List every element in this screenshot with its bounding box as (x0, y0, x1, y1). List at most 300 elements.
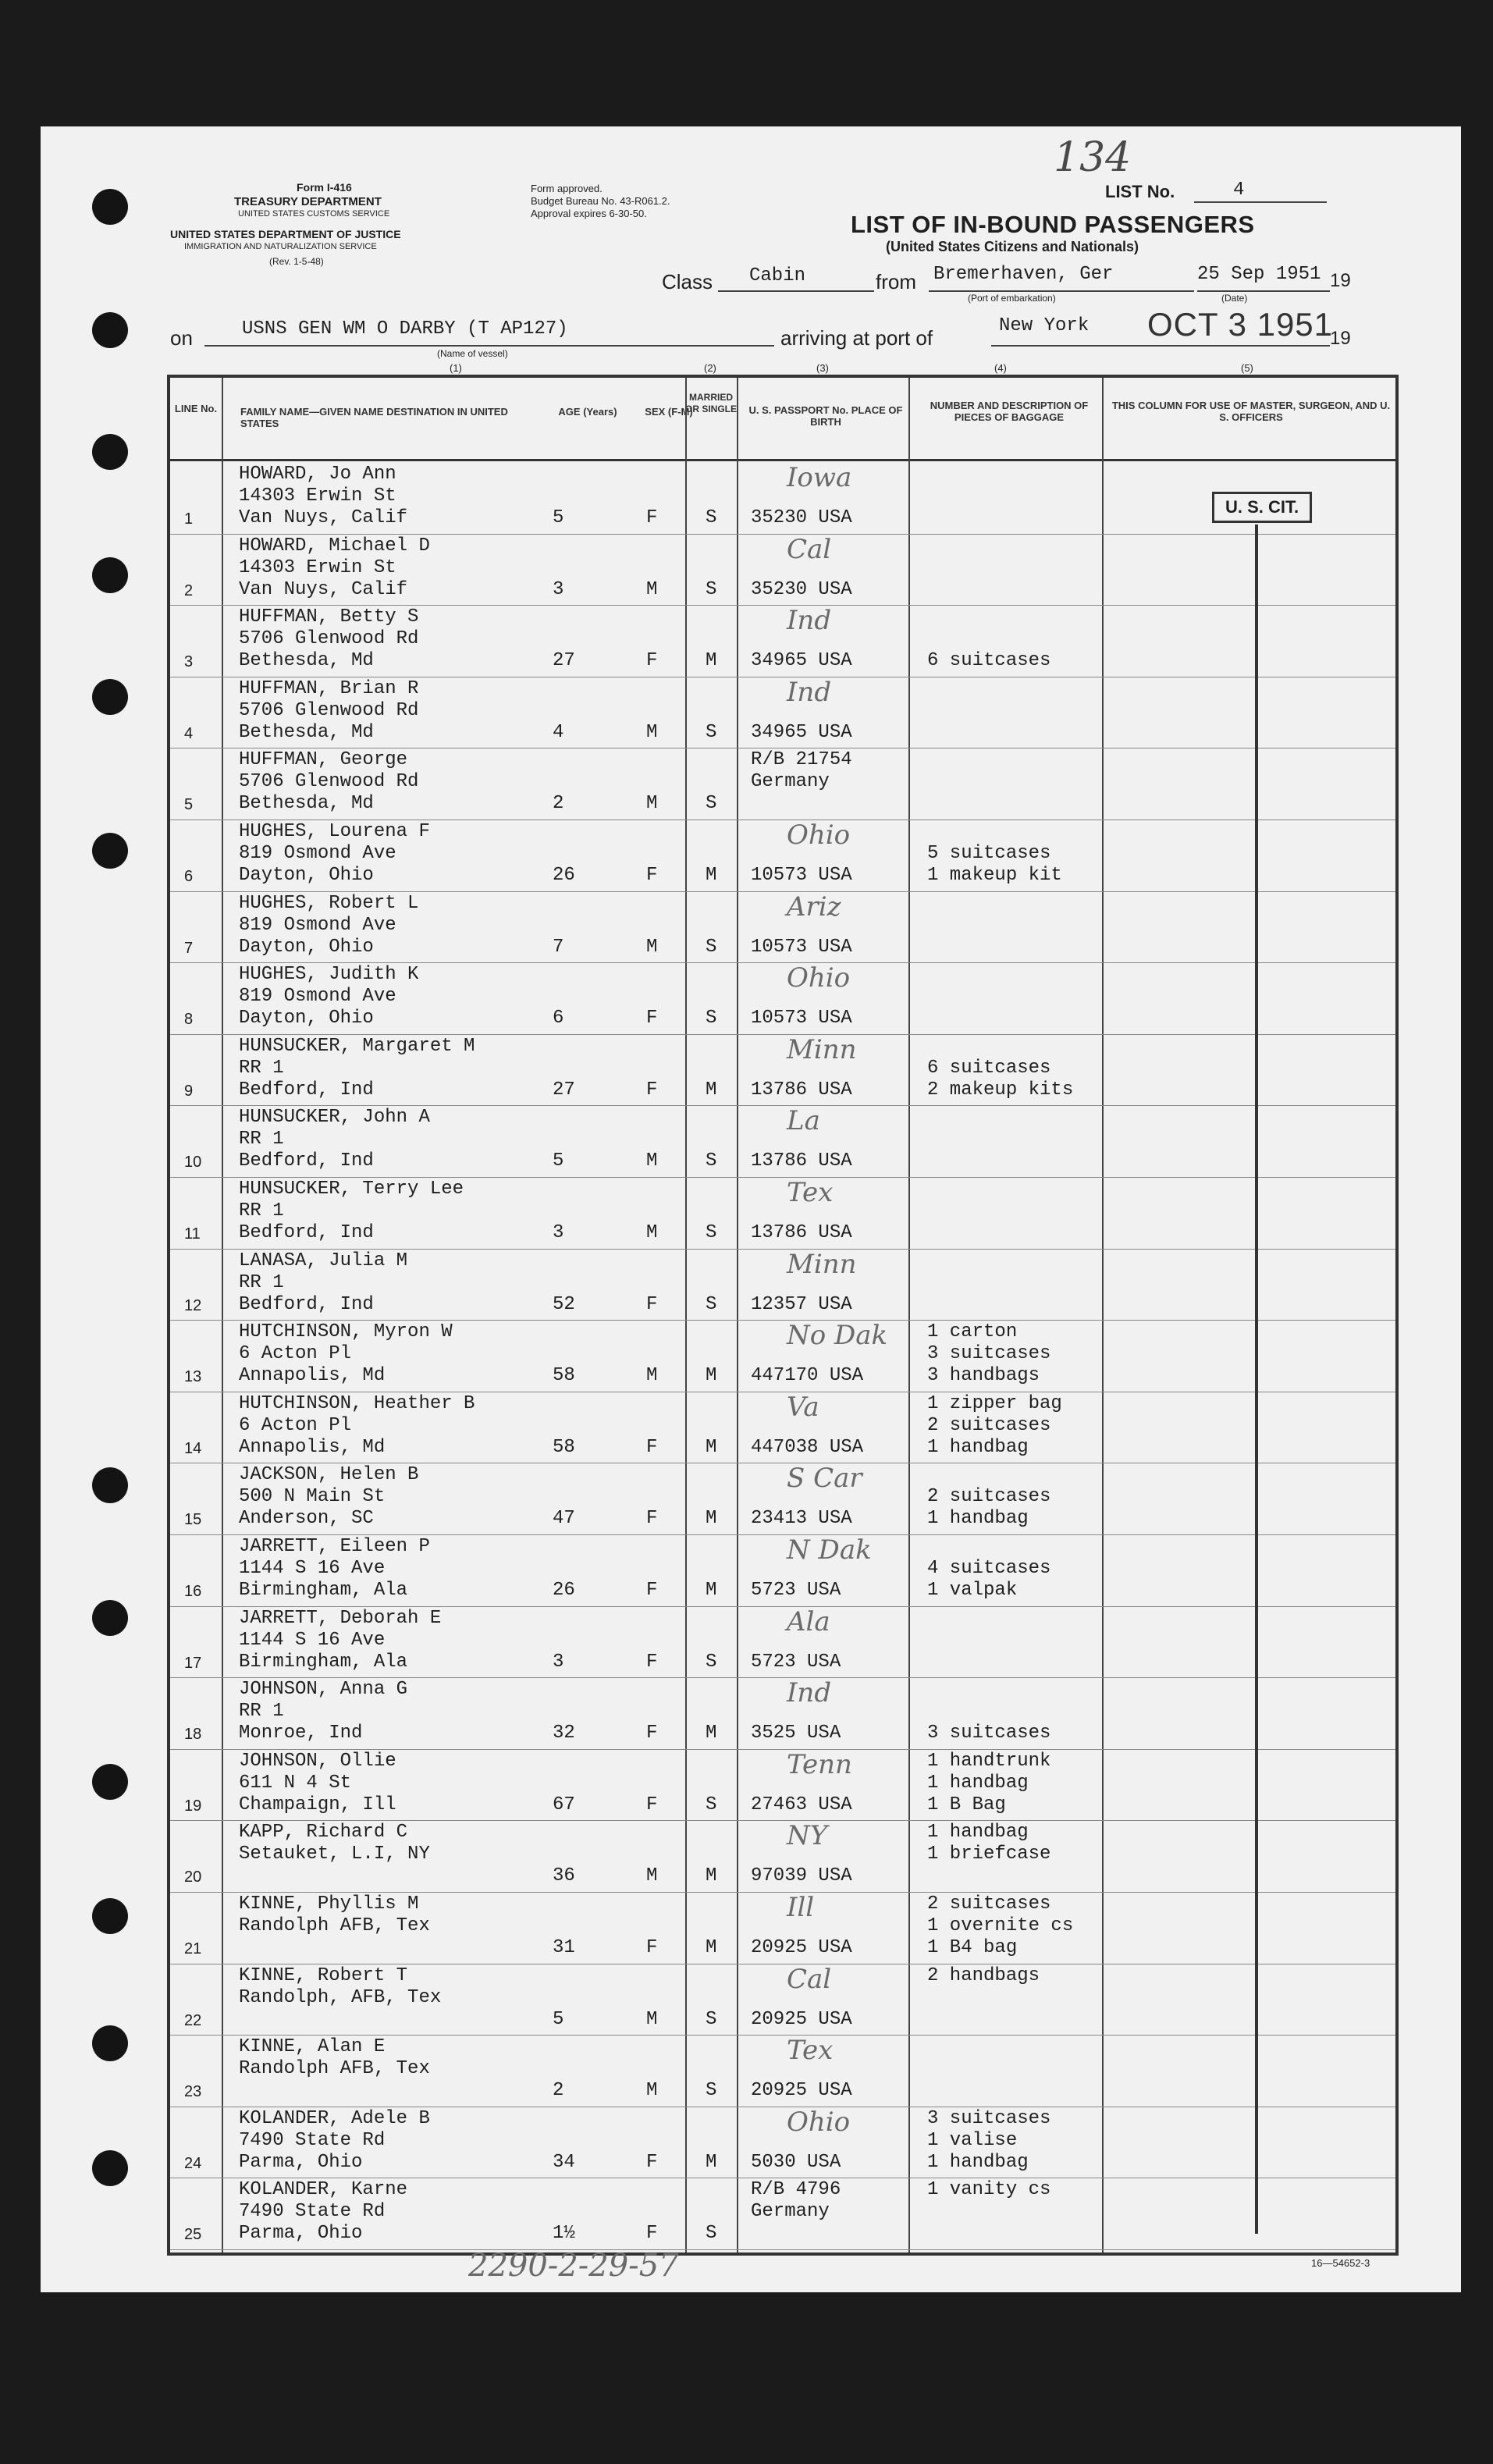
baggage-3: 6 suitcases (927, 650, 1051, 672)
passport-number: 35230 USA (751, 578, 852, 600)
passenger-city: Monroe, Ind (239, 1723, 363, 1744)
baggage-3: 2 makeup kits (927, 1079, 1074, 1100)
col-ref-3: (3) (816, 362, 829, 374)
passenger-city: Dayton, Ohio (239, 865, 374, 886)
marital-status: M (706, 1436, 717, 1458)
handwritten-birth-state: Ind (787, 605, 832, 637)
header-line: LINE No. (174, 403, 218, 414)
passenger-name: HUTCHINSON, Myron W (239, 1321, 453, 1343)
passenger-name: KOLANDER, Karne (239, 2179, 408, 2201)
approval-line: Form approved. (531, 183, 603, 194)
passenger-city: Bethesda, Md (239, 721, 374, 743)
passenger-address: 819 Osmond Ave (239, 914, 396, 936)
col-ref-5: (5) (1241, 362, 1253, 374)
passport-number: 97039 USA (751, 1865, 852, 1887)
handwritten-birth-state: N Dak (787, 1534, 872, 1566)
age: 5 (553, 2008, 564, 2030)
age: 2 (553, 793, 564, 815)
passenger-name: HUGHES, Robert L (239, 892, 419, 914)
age: 27 (553, 650, 575, 672)
sex: F (646, 1508, 658, 1530)
year-suffix: 19 (1330, 270, 1351, 291)
page-subtitle: (United States Citizens and Nationals) (886, 239, 1139, 254)
passport-number: 34965 USA (751, 721, 852, 743)
punch-hole (92, 679, 128, 715)
marital-status: S (706, 721, 717, 743)
passenger-city: Annapolis, Md (239, 1365, 386, 1387)
marital-status: S (706, 2008, 717, 2030)
approval-line: Approval expires 6-30-50. (531, 208, 647, 219)
age: 26 (553, 865, 575, 886)
passport-number: 5723 USA (751, 1580, 841, 1601)
baggage-2: 2 suitcases (927, 1486, 1051, 1508)
passenger-row (170, 605, 1395, 677)
passenger-name: HUNSUCKER, Terry Lee (239, 1179, 464, 1200)
baggage-2: 6 suitcases (927, 1057, 1051, 1079)
passenger-address: 14303 Erwin St (239, 556, 396, 578)
baggage-3: 3 suitcases (927, 1723, 1051, 1744)
passenger-row (170, 1749, 1395, 1821)
passenger-name: KAPP, Richard C (239, 1822, 408, 1844)
punch-hole (92, 2025, 128, 2061)
embarkation-port: Bremerhaven, Ger (933, 264, 1114, 285)
handwritten-birth-state: Ala (787, 1605, 830, 1637)
baggage-3: 1 valpak (927, 1580, 1018, 1601)
passenger-city: Parma, Ohio (239, 2151, 363, 2173)
baggage-2: 2 suitcases (927, 1414, 1051, 1436)
passenger-address: RR 1 (239, 1129, 284, 1150)
passenger-name: HUFFMAN, Betty S (239, 606, 419, 628)
baggage-2: 1 handbag (927, 1772, 1029, 1794)
punch-hole (92, 189, 128, 225)
marital-status: S (706, 1008, 717, 1029)
passenger-city: Champaign, Ill (239, 1794, 396, 1815)
passenger-row (170, 1034, 1395, 1106)
line-number: 18 (184, 1726, 202, 1744)
line-number: 1 (184, 510, 194, 528)
year-suffix: 19 (1330, 328, 1351, 349)
line-number: 10 (184, 1154, 202, 1172)
passenger-table (167, 375, 1399, 2256)
approval-line: Budget Bureau No. 43-R061.2. (531, 195, 670, 207)
class-value: Cabin (749, 265, 806, 286)
marital-status: S (706, 1293, 717, 1315)
passenger-address: Randolph AFB, Tex (239, 1915, 430, 1936)
line-number: 24 (184, 2154, 202, 2172)
passenger-address: 500 N Main St (239, 1486, 386, 1508)
age: 52 (553, 1293, 575, 1315)
passenger-name: KINNE, Alan E (239, 2036, 386, 2058)
passenger-row (170, 1392, 1395, 1463)
baggage-3: 1 B Bag (927, 1794, 1006, 1815)
marital-status: S (706, 793, 717, 815)
place-of-birth: Germany (751, 2201, 830, 2223)
passenger-city: Bethesda, Md (239, 793, 374, 815)
header-baggage: NUMBER AND DESCRIPTION OF PIECES OF BAGGAGE (930, 400, 1089, 423)
passport-number: 13786 USA (751, 1150, 852, 1172)
arriving-label: arriving at port of (780, 326, 933, 350)
class-label: Class (662, 270, 713, 293)
sex: M (646, 1222, 658, 1243)
marital-status: M (706, 2151, 717, 2173)
passenger-row (170, 1249, 1395, 1321)
marital-status: M (706, 1365, 717, 1387)
passport-number: 5030 USA (751, 2151, 841, 2173)
handwritten-page-number: 134 (1054, 134, 1132, 181)
age: 67 (553, 1794, 575, 1815)
line-number: 12 (184, 1296, 202, 1314)
age: 58 (553, 1436, 575, 1458)
age: 5 (553, 1150, 564, 1172)
line-number: 6 (184, 868, 194, 885)
baggage-3: 3 handbags (927, 1365, 1040, 1387)
marital-status: S (706, 507, 717, 528)
vessel-caption: (Name of vessel) (437, 348, 508, 359)
baggage-3: 1 handbag (927, 2151, 1029, 2173)
header-passport: U. S. PASSPORT No. PLACE OF BIRTH (748, 404, 903, 428)
passenger-city: Bedford, Ind (239, 1222, 374, 1243)
passport-number: 13786 USA (751, 1079, 852, 1100)
sex: M (646, 793, 658, 815)
handwritten-birth-state: Ind (787, 676, 832, 708)
passenger-address: 5706 Glenwood Rd (239, 628, 419, 650)
passport-number: 20925 USA (751, 2080, 852, 2102)
sex: M (646, 1365, 658, 1387)
passport-number: 10573 USA (751, 865, 852, 886)
handwritten-birth-state: Ill (787, 1892, 815, 1923)
passenger-city: Van Nuys, Calif (239, 578, 408, 600)
passenger-address: 6 Acton Pl (239, 1414, 352, 1436)
passenger-address: RR 1 (239, 1057, 284, 1079)
marital-status: S (706, 1651, 717, 1673)
line-number: 19 (184, 1797, 202, 1815)
vessel-name: USNS GEN WM O DARBY (T AP127) (242, 318, 568, 340)
punch-hole (92, 2150, 128, 2186)
sex: F (646, 650, 658, 672)
passport-number: 3525 USA (751, 1723, 841, 1744)
passenger-name: KOLANDER, Adele B (239, 2107, 430, 2129)
punch-hole (92, 1764, 128, 1800)
handwritten-birth-state: Ohio (787, 962, 851, 994)
age: 36 (553, 1865, 575, 1887)
passport-number: 35230 USA (751, 507, 852, 528)
passenger-name: HOWARD, Jo Ann (239, 464, 396, 485)
line-number: 15 (184, 1511, 202, 1529)
passenger-city: Dayton, Ohio (239, 1008, 374, 1029)
passenger-row (170, 677, 1395, 748)
passenger-row (170, 2107, 1395, 2178)
marital-status: M (706, 1723, 717, 1744)
punch-hole (92, 833, 128, 869)
handwritten-birth-state: La (787, 1105, 820, 1137)
punch-hole (92, 1467, 128, 1503)
passenger-name: JARRETT, Eileen P (239, 1536, 430, 1557)
marital-status: S (706, 936, 717, 958)
justice-dept: UNITED STATES DEPARTMENT OF JUSTICE (170, 228, 401, 240)
passenger-city: Van Nuys, Calif (239, 507, 408, 528)
passenger-address: 14303 Erwin St (239, 485, 396, 507)
passenger-city: Parma, Ohio (239, 2223, 363, 2245)
baggage-1: 1 vanity cs (927, 2179, 1051, 2201)
passenger-row (170, 1105, 1395, 1177)
punch-hole (92, 557, 128, 593)
punch-hole (92, 1600, 128, 1636)
line-number: 25 (184, 2226, 202, 2244)
line-number: 3 (184, 653, 194, 671)
marital-status: S (706, 2223, 717, 2245)
line-number: 21 (184, 1940, 202, 1957)
passenger-address: Randolph, AFB, Tex (239, 1986, 442, 2008)
form-number: Form I-416 (297, 181, 352, 194)
footer-code: 16—54652-3 (1311, 2257, 1370, 2269)
col-ref-4: (4) (994, 362, 1007, 374)
passport-number: 34965 USA (751, 650, 852, 672)
age: 5 (553, 507, 564, 528)
handwritten-birth-state: Ohio (787, 820, 851, 851)
handwritten-birth-state: Iowa (787, 462, 852, 493)
col-ref-1: (1) (450, 362, 462, 374)
passenger-name: JOHNSON, Anna G (239, 1679, 408, 1701)
passenger-name: HUTCHINSON, Heather B (239, 1392, 475, 1414)
arrival-date-stamp: OCT 3 1951 (1147, 306, 1334, 343)
baggage-3: 1 makeup kit (927, 865, 1062, 886)
passenger-address: 819 Osmond Ave (239, 843, 396, 864)
list-no-value: 4 (1233, 180, 1245, 201)
handwritten-birth-state: Tex (787, 1177, 834, 1208)
line-number: 7 (184, 939, 194, 957)
marital-status: M (706, 1580, 717, 1601)
sex: M (646, 2008, 658, 2030)
date-caption: (Date) (1221, 293, 1248, 304)
sex: F (646, 1079, 658, 1100)
header-officers: THIS COLUMN FOR USE OF MASTER, SURGEON, AND U. S. OFFICERS (1111, 400, 1391, 423)
marital-status: S (706, 1150, 717, 1172)
line-number: 22 (184, 2011, 202, 2029)
baggage-1: 2 handbags (927, 1964, 1040, 1986)
header-sex: SEX (F-M) (645, 406, 693, 418)
handwritten-birth-state: Minn (787, 1033, 857, 1065)
age: 34 (553, 2151, 575, 2173)
passenger-name: JOHNSON, Ollie (239, 1750, 396, 1772)
line-number: 2 (184, 581, 194, 599)
baggage-2: 4 suitcases (927, 1558, 1051, 1579)
handwritten-birth-state: Ind (787, 1677, 832, 1709)
handwritten-birth-state: Va (787, 1391, 819, 1423)
passenger-row (170, 891, 1395, 963)
passenger-row (170, 1177, 1395, 1249)
page-title: LIST OF IN-BOUND PASSENGERS (851, 211, 1255, 238)
citizen-bracket-line (1255, 524, 1258, 2234)
passenger-city: Bedford, Ind (239, 1293, 374, 1315)
passenger-address: Setauket, L.I, NY (239, 1844, 430, 1865)
list-no-label: LIST No. (1105, 182, 1175, 201)
baggage-1: 1 zipper bag (927, 1392, 1062, 1414)
age: 6 (553, 1008, 564, 1029)
us-cit-stamp: U. S. CIT. (1212, 492, 1312, 523)
passenger-address: 819 Osmond Ave (239, 986, 396, 1008)
marital-status: M (706, 865, 717, 886)
age: 47 (553, 1508, 575, 1530)
baggage-2: 1 overnite cs (927, 1915, 1074, 1936)
row-divider (170, 2249, 1395, 2250)
baggage-1: 1 handtrunk (927, 1750, 1051, 1772)
passenger-name: HOWARD, Michael D (239, 535, 430, 556)
customs-service: UNITED STATES CUSTOMS SERVICE (238, 209, 390, 219)
passenger-row (170, 1534, 1395, 1606)
age: 32 (553, 1723, 575, 1744)
passenger-address: RR 1 (239, 1200, 284, 1221)
passenger-city: Bedford, Ind (239, 1079, 374, 1100)
passport-number: 23413 USA (751, 1508, 852, 1530)
marital-status: M (706, 1865, 717, 1887)
baggage-3: 1 B4 bag (927, 1937, 1018, 1958)
passenger-name: HUGHES, Judith K (239, 964, 419, 986)
passport-number: 447170 USA (751, 1365, 864, 1387)
passenger-name: LANASA, Julia M (239, 1250, 408, 1271)
baggage-2: 3 suitcases (927, 1343, 1051, 1365)
sex: F (646, 1651, 658, 1673)
passenger-row (170, 1892, 1395, 1964)
passport-number: 20925 USA (751, 2008, 852, 2030)
passenger-row (170, 2035, 1395, 2107)
handwritten-birth-state: Cal (787, 1963, 832, 1995)
passport-number: R/B 21754 (751, 749, 852, 771)
embarkation-date: 25 Sep 1951 (1197, 264, 1321, 285)
passenger-name: JARRETT, Deborah E (239, 1607, 442, 1629)
baggage-1: 2 suitcases (927, 1893, 1051, 1915)
passenger-name: HUGHES, Lourena F (239, 821, 430, 842)
passport-number: R/B 4796 (751, 2179, 841, 2201)
sex: F (646, 1580, 658, 1601)
passenger-address: 7490 State Rd (239, 2201, 386, 2223)
sex: M (646, 721, 658, 743)
passenger-name: HUFFMAN, George (239, 749, 408, 771)
sex: F (646, 1293, 658, 1315)
table-header (170, 378, 1395, 461)
passenger-row (170, 1606, 1395, 1678)
line-number: 16 (184, 1583, 202, 1600)
marital-status: S (706, 578, 717, 600)
from-label: from (876, 270, 916, 293)
passenger-address: Randolph AFB, Tex (239, 2058, 430, 2080)
baggage-1: 1 handbag (927, 1822, 1029, 1844)
line-number: 23 (184, 2083, 202, 2101)
age: 4 (553, 721, 564, 743)
age: 31 (553, 1937, 575, 1958)
age: 58 (553, 1365, 575, 1387)
sex: F (646, 1436, 658, 1458)
line-number: 17 (184, 1654, 202, 1672)
handwritten-birth-state: NY (787, 1820, 828, 1852)
header-married: MARRIED OR SINGLE (685, 392, 738, 414)
passport-number: 12357 USA (751, 1293, 852, 1315)
age: 26 (553, 1580, 575, 1601)
revision: (Rev. 1-5-48) (269, 256, 324, 267)
passenger-name: HUFFMAN, Brian R (239, 677, 419, 699)
punch-hole (92, 312, 128, 348)
baggage-2: 1 briefcase (927, 1844, 1051, 1865)
handwritten-birth-state: Tex (787, 2035, 834, 2067)
passenger-address: 5706 Glenwood Rd (239, 771, 419, 793)
marital-status: M (706, 650, 717, 672)
passenger-city: Dayton, Ohio (239, 936, 374, 958)
sex: F (646, 2151, 658, 2173)
passenger-address: 1144 S 16 Ave (239, 1629, 386, 1651)
handwritten-birth-state: S Car (787, 1463, 862, 1495)
sex: M (646, 1865, 658, 1887)
marital-status: M (706, 1079, 717, 1100)
passenger-row (170, 962, 1395, 1034)
passenger-row (170, 1820, 1395, 1892)
age: 1½ (553, 2223, 575, 2245)
sex: M (646, 578, 658, 600)
baggage-1: 1 carton (927, 1321, 1018, 1343)
punch-hole (92, 1898, 128, 1934)
passenger-address: 1144 S 16 Ave (239, 1558, 386, 1579)
passenger-row (170, 820, 1395, 891)
port-embark-caption: (Port of embarkation) (968, 293, 1056, 304)
handwritten-birth-state: No Dak (787, 1320, 888, 1352)
age: 7 (553, 936, 564, 958)
age: 2 (553, 2080, 564, 2102)
passenger-row (170, 2178, 1395, 2249)
line-number: 20 (184, 1868, 202, 1886)
marital-status: M (706, 1937, 717, 1958)
sex: F (646, 507, 658, 528)
age: 3 (553, 1651, 564, 1673)
passenger-city: Anderson, SC (239, 1508, 374, 1530)
passport-number: 13786 USA (751, 1222, 852, 1243)
baggage-2: 5 suitcases (927, 843, 1051, 864)
passport-number: 10573 USA (751, 936, 852, 958)
passenger-row (170, 1964, 1395, 2036)
passenger-row (170, 534, 1395, 606)
passenger-address: 7490 State Rd (239, 2129, 386, 2151)
passport-number: 20925 USA (751, 1937, 852, 1958)
sex: M (646, 936, 658, 958)
handwritten-code: 2290-2-29-57 (468, 2248, 679, 2284)
age: 3 (553, 578, 564, 600)
sex: F (646, 2223, 658, 2245)
age: 27 (553, 1079, 575, 1100)
sex: F (646, 1723, 658, 1744)
handwritten-birth-state: Ariz (787, 891, 841, 923)
passenger-address: 611 N 4 St (239, 1772, 352, 1794)
handwritten-birth-state: Tenn (787, 1748, 852, 1780)
baggage-3: 1 handbag (927, 1508, 1029, 1530)
line-number: 8 (184, 1011, 194, 1029)
header-name: FAMILY NAME—GIVEN NAME DESTINATION IN UNITED STATES (240, 406, 508, 429)
handwritten-birth-state: Cal (787, 533, 832, 565)
passenger-address: 5706 Glenwood Rd (239, 699, 419, 721)
line-number: 5 (184, 796, 194, 814)
passenger-row (170, 1677, 1395, 1749)
arrival-port: New York (999, 315, 1090, 336)
marital-status: S (706, 1794, 717, 1815)
marital-status: S (706, 1222, 717, 1243)
passenger-row (170, 1320, 1395, 1392)
header-age: AGE (Years) (558, 406, 617, 418)
sex: F (646, 865, 658, 886)
passport-number: 27463 USA (751, 1794, 852, 1815)
line-number: 4 (184, 724, 194, 742)
passenger-name: HUNSUCKER, Margaret M (239, 1035, 475, 1057)
passenger-city: Birmingham, Ala (239, 1651, 408, 1673)
sex: F (646, 1008, 658, 1029)
line-number: 9 (184, 1082, 194, 1100)
line-number: 13 (184, 1368, 202, 1386)
sex: F (646, 1794, 658, 1815)
